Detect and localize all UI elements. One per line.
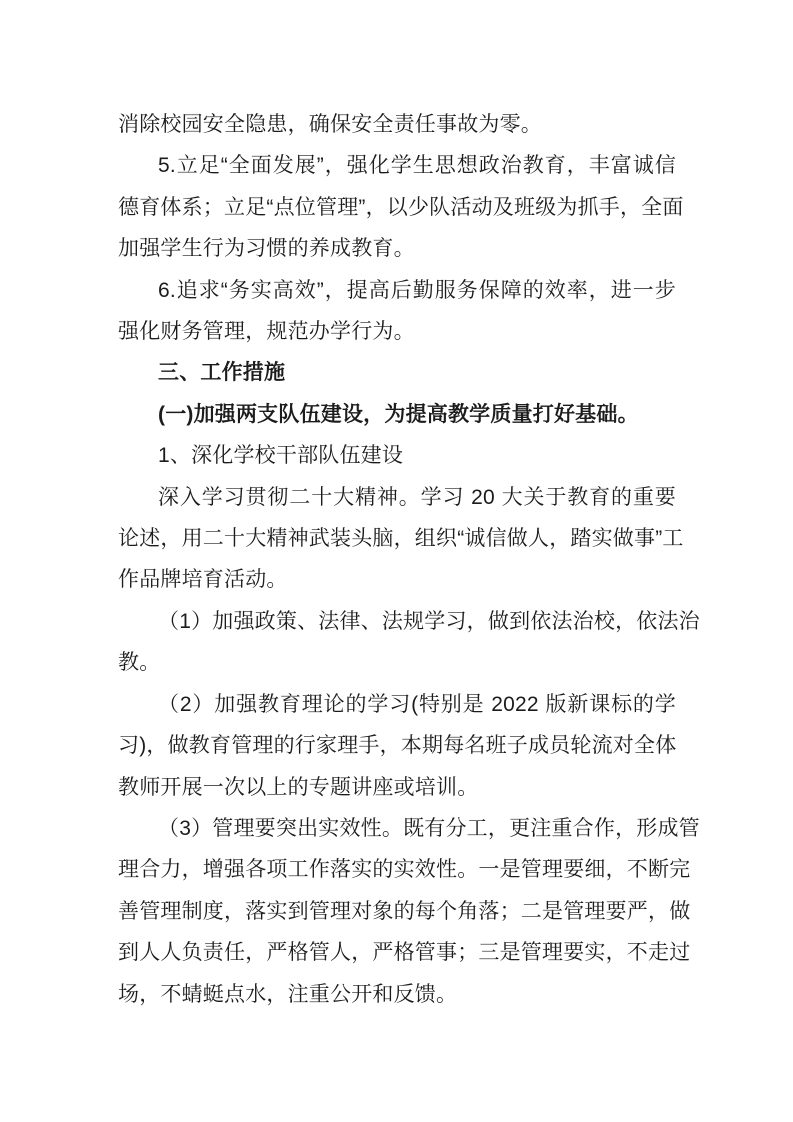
text-line: 教师开展一次以上的专题讲座或培训。 — [118, 775, 479, 799]
text-line: 场，不蜻蜓点水，注重公开和反馈。 — [118, 982, 458, 1006]
text-line: 德育体系；立足“点位管理”，以少队活动及班级为抓手，全面 — [118, 195, 684, 219]
text-line: 强化财务管理，规范办学行为。 — [118, 320, 415, 344]
text-line: 善管理制度，落实到管理对象的每个角落；二是管理要严，做 — [118, 899, 691, 923]
subsection-heading: (一)加强两支队伍建设，为提高教学质量打好基础。 — [158, 402, 639, 426]
text-line: 教。 — [118, 651, 161, 675]
item-heading: 1、深化学校干部队伍建设 — [158, 444, 404, 468]
text-line: 论述，用二十大精神武装头脑，组织“诚信做人，踏实做事”工 — [118, 527, 684, 551]
text-line: 5.立足“全面发展”，强化学生思想政治教育，丰富诚信 — [158, 154, 676, 178]
text-line: 6.追求“务实高效”，提高后勤服务保障的效率，进一步 — [158, 278, 676, 302]
section-heading: 三、工作措施 — [158, 361, 286, 385]
text-line: （1）加强政策、法律、法规学习，做到依法治校，依法治 — [158, 609, 700, 633]
document-text-block — [118, 104, 700, 1015]
text-line: 深入学习贯彻二十大精神。学习 20 大关于教育的重要 — [158, 485, 676, 509]
text-line: 消除校园安全隐患，确保安全责任事故为零。 — [118, 113, 542, 136]
text-line: （2）加强教育理论的学习(特别是 2022 版新课标的学 — [158, 692, 676, 716]
text-line: 到人人负责任，严格管人，严格管事；三是管理要实，不走过 — [118, 941, 691, 965]
text-line: 习)，做教育管理的行家理手，本期每名班子成员轮流对全体 — [118, 734, 677, 758]
text-line: （3）管理要突出实效性。既有分工，更注重合作，形成管 — [158, 816, 700, 840]
text-line: 理合力，增强各项工作落实的实效性。一是管理要细，不断完 — [118, 858, 691, 882]
text-line: 加强学生行为习惯的养成教育。 — [118, 237, 415, 261]
text-line: 作品牌培育活动。 — [118, 568, 288, 592]
